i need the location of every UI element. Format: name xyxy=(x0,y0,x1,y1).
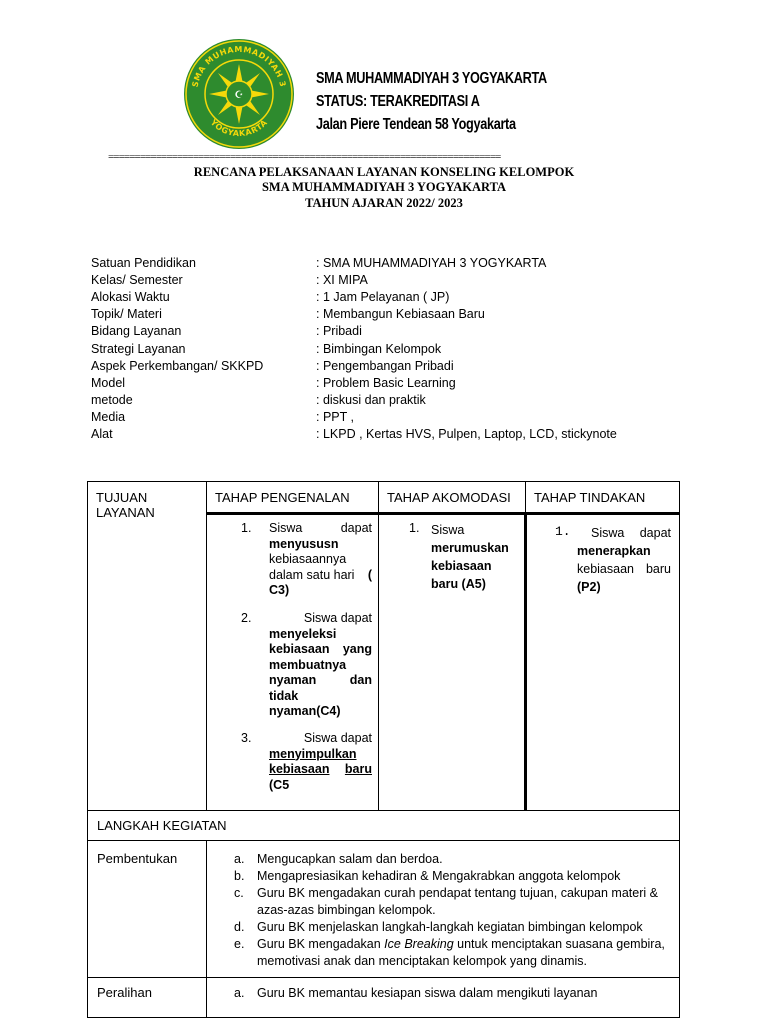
peralihan-steps xyxy=(207,978,680,1018)
identity-value: : PPT , xyxy=(316,410,354,424)
pembentukan-step: c. Guru BK mengadakan curah pendapat tentang tujuan, cakupan materi & xyxy=(234,886,658,900)
pembentukan-step: b. Mengapresiasikan kehadiran & Mengakrabkan anggota kelompok xyxy=(234,869,621,883)
svg-text:☪: ☪ xyxy=(234,90,244,101)
pengenalan-item-3: Siswa dapat menyimpulkan kebiasaan baru (C5 xyxy=(269,731,372,792)
identity-value: : Bimbingan Kelompok xyxy=(316,342,442,356)
identity-label: Kelas/ Semester xyxy=(91,273,183,287)
tindakan-num-1: 1. xyxy=(555,524,571,539)
pengenalan-item-2: Siswa dapat menyeleksi kebiasaan yang membuatnya nyaman dan tidak nyaman(C4) xyxy=(269,611,372,718)
pengenalan-num-2: 2. xyxy=(241,611,252,625)
identity-label: Aspek Perkembangan/ SKKPD xyxy=(91,359,264,373)
identity-value: : XI MIPA xyxy=(316,273,368,287)
logo-bottom-text: YOGYAKARTA xyxy=(208,117,270,139)
accreditation-status: STATUS: TERAKREDITASI A xyxy=(316,93,480,110)
identity-value: : Pribadi xyxy=(316,324,362,338)
col-tahap-tindakan: TAHAP TINDAKAN xyxy=(526,482,680,514)
identity-label: Satuan Pendidikan xyxy=(91,256,196,270)
identity-value: : 1 Jam Pelayanan ( JP) xyxy=(316,290,450,304)
akomodasi-num-1: 1. xyxy=(409,521,420,535)
col-tujuan-layanan: TUJUAN LAYANAN xyxy=(88,482,207,811)
school-address: Jalan Piere Tendean 58 Yogyakarta xyxy=(316,116,516,133)
doc-title: RENCANA PELAKSANAAN LAYANAN KONSELING KELOMPOK xyxy=(193,165,575,179)
lesson-plan-table xyxy=(87,481,680,1018)
pembentukan-step: azas-azas bimbingan kelompok. xyxy=(257,903,436,917)
peralihan-step: a. Guru BK memantau kesiapan siswa dalam mengikuti layanan xyxy=(234,986,598,1000)
tindakan-cell xyxy=(526,514,680,811)
pengenalan-num-3: 3. xyxy=(241,731,252,745)
pembentukan-step: a. Mengucapkan salam dan berdoa. xyxy=(234,852,443,866)
akomodasi-cell xyxy=(379,514,526,811)
identity-label: Alat xyxy=(91,427,113,441)
pengenalan-num-1: 1. xyxy=(241,521,252,535)
pengenalan-item-1: Siswa dapat menyususn kebiasaannya dalam satu hari ( C3) xyxy=(269,521,372,597)
pembentukan-step: d. Guru BK menjelaskan langkah-langkah kegiatan bimbingan kelompok xyxy=(234,920,643,934)
doc-subtitle-school: SMA MUHAMMADIYAH 3 YOGYAKARTA xyxy=(261,180,507,194)
identity-label: Media xyxy=(91,410,126,424)
col-tahap-akomodasi: TAHAP AKOMODASI xyxy=(379,482,526,514)
identity-value: : Problem Basic Learning xyxy=(316,376,456,390)
tindakan-item-1: Siswa dapat menerapkan kebiasaan baru (P2) xyxy=(577,526,671,594)
col-tahap-pengenalan: TAHAP PENGENALAN xyxy=(207,482,379,514)
identity-value: : SMA MUHAMMADIYAH 3 YOGYKARTA xyxy=(316,256,547,270)
identity-label: Bidang Layanan xyxy=(91,324,182,338)
akomodasi-item-1: Siswa merumuskan kebiasaan baru (A5) xyxy=(431,523,509,591)
identity-value: : diskusi dan praktik xyxy=(316,393,426,407)
identity-value: : Membangun Kebiasaan Baru xyxy=(316,307,485,321)
identity-label: Model xyxy=(91,376,126,390)
school-name: SMA MUHAMMADIYAH 3 YOGYAKARTA xyxy=(316,70,547,87)
identity-label: Alokasi Waktu xyxy=(91,290,170,304)
langkah-kegiatan-header: LANGKAH KEGIATAN xyxy=(88,811,680,841)
logo-top-text: SMA MUHAMMADIYAH 3 xyxy=(190,44,288,89)
pembentukan-steps xyxy=(207,841,680,978)
school-logo xyxy=(183,38,295,150)
identity-label: metode xyxy=(91,393,133,407)
pembentukan-step: memotivasi anak dan menciptakan kelompok yang dinamis. xyxy=(257,954,588,968)
pembentukan-step: e. Guru BK mengadakan Ice Breaking untuk menciptakan suasana gembira, xyxy=(234,937,665,951)
peralihan-label: Peralihan xyxy=(88,978,207,1018)
identity-value: : Pengembangan Pribadi xyxy=(316,359,454,373)
doc-subtitle-year: TAHUN AJARAN 2022/ 2023 xyxy=(305,196,463,210)
separator-rule: ========================================================================== xyxy=(108,152,501,163)
pengenalan-cell xyxy=(207,514,379,811)
identity-value: : LKPD , Kertas HVS, Pulpen, Laptop, LCD, stickynote xyxy=(316,427,617,441)
identity-label: Strategi Layanan xyxy=(91,342,186,356)
identity-label: Topik/ Materi xyxy=(91,307,162,321)
pembentukan-label: Pembentukan xyxy=(88,841,207,978)
